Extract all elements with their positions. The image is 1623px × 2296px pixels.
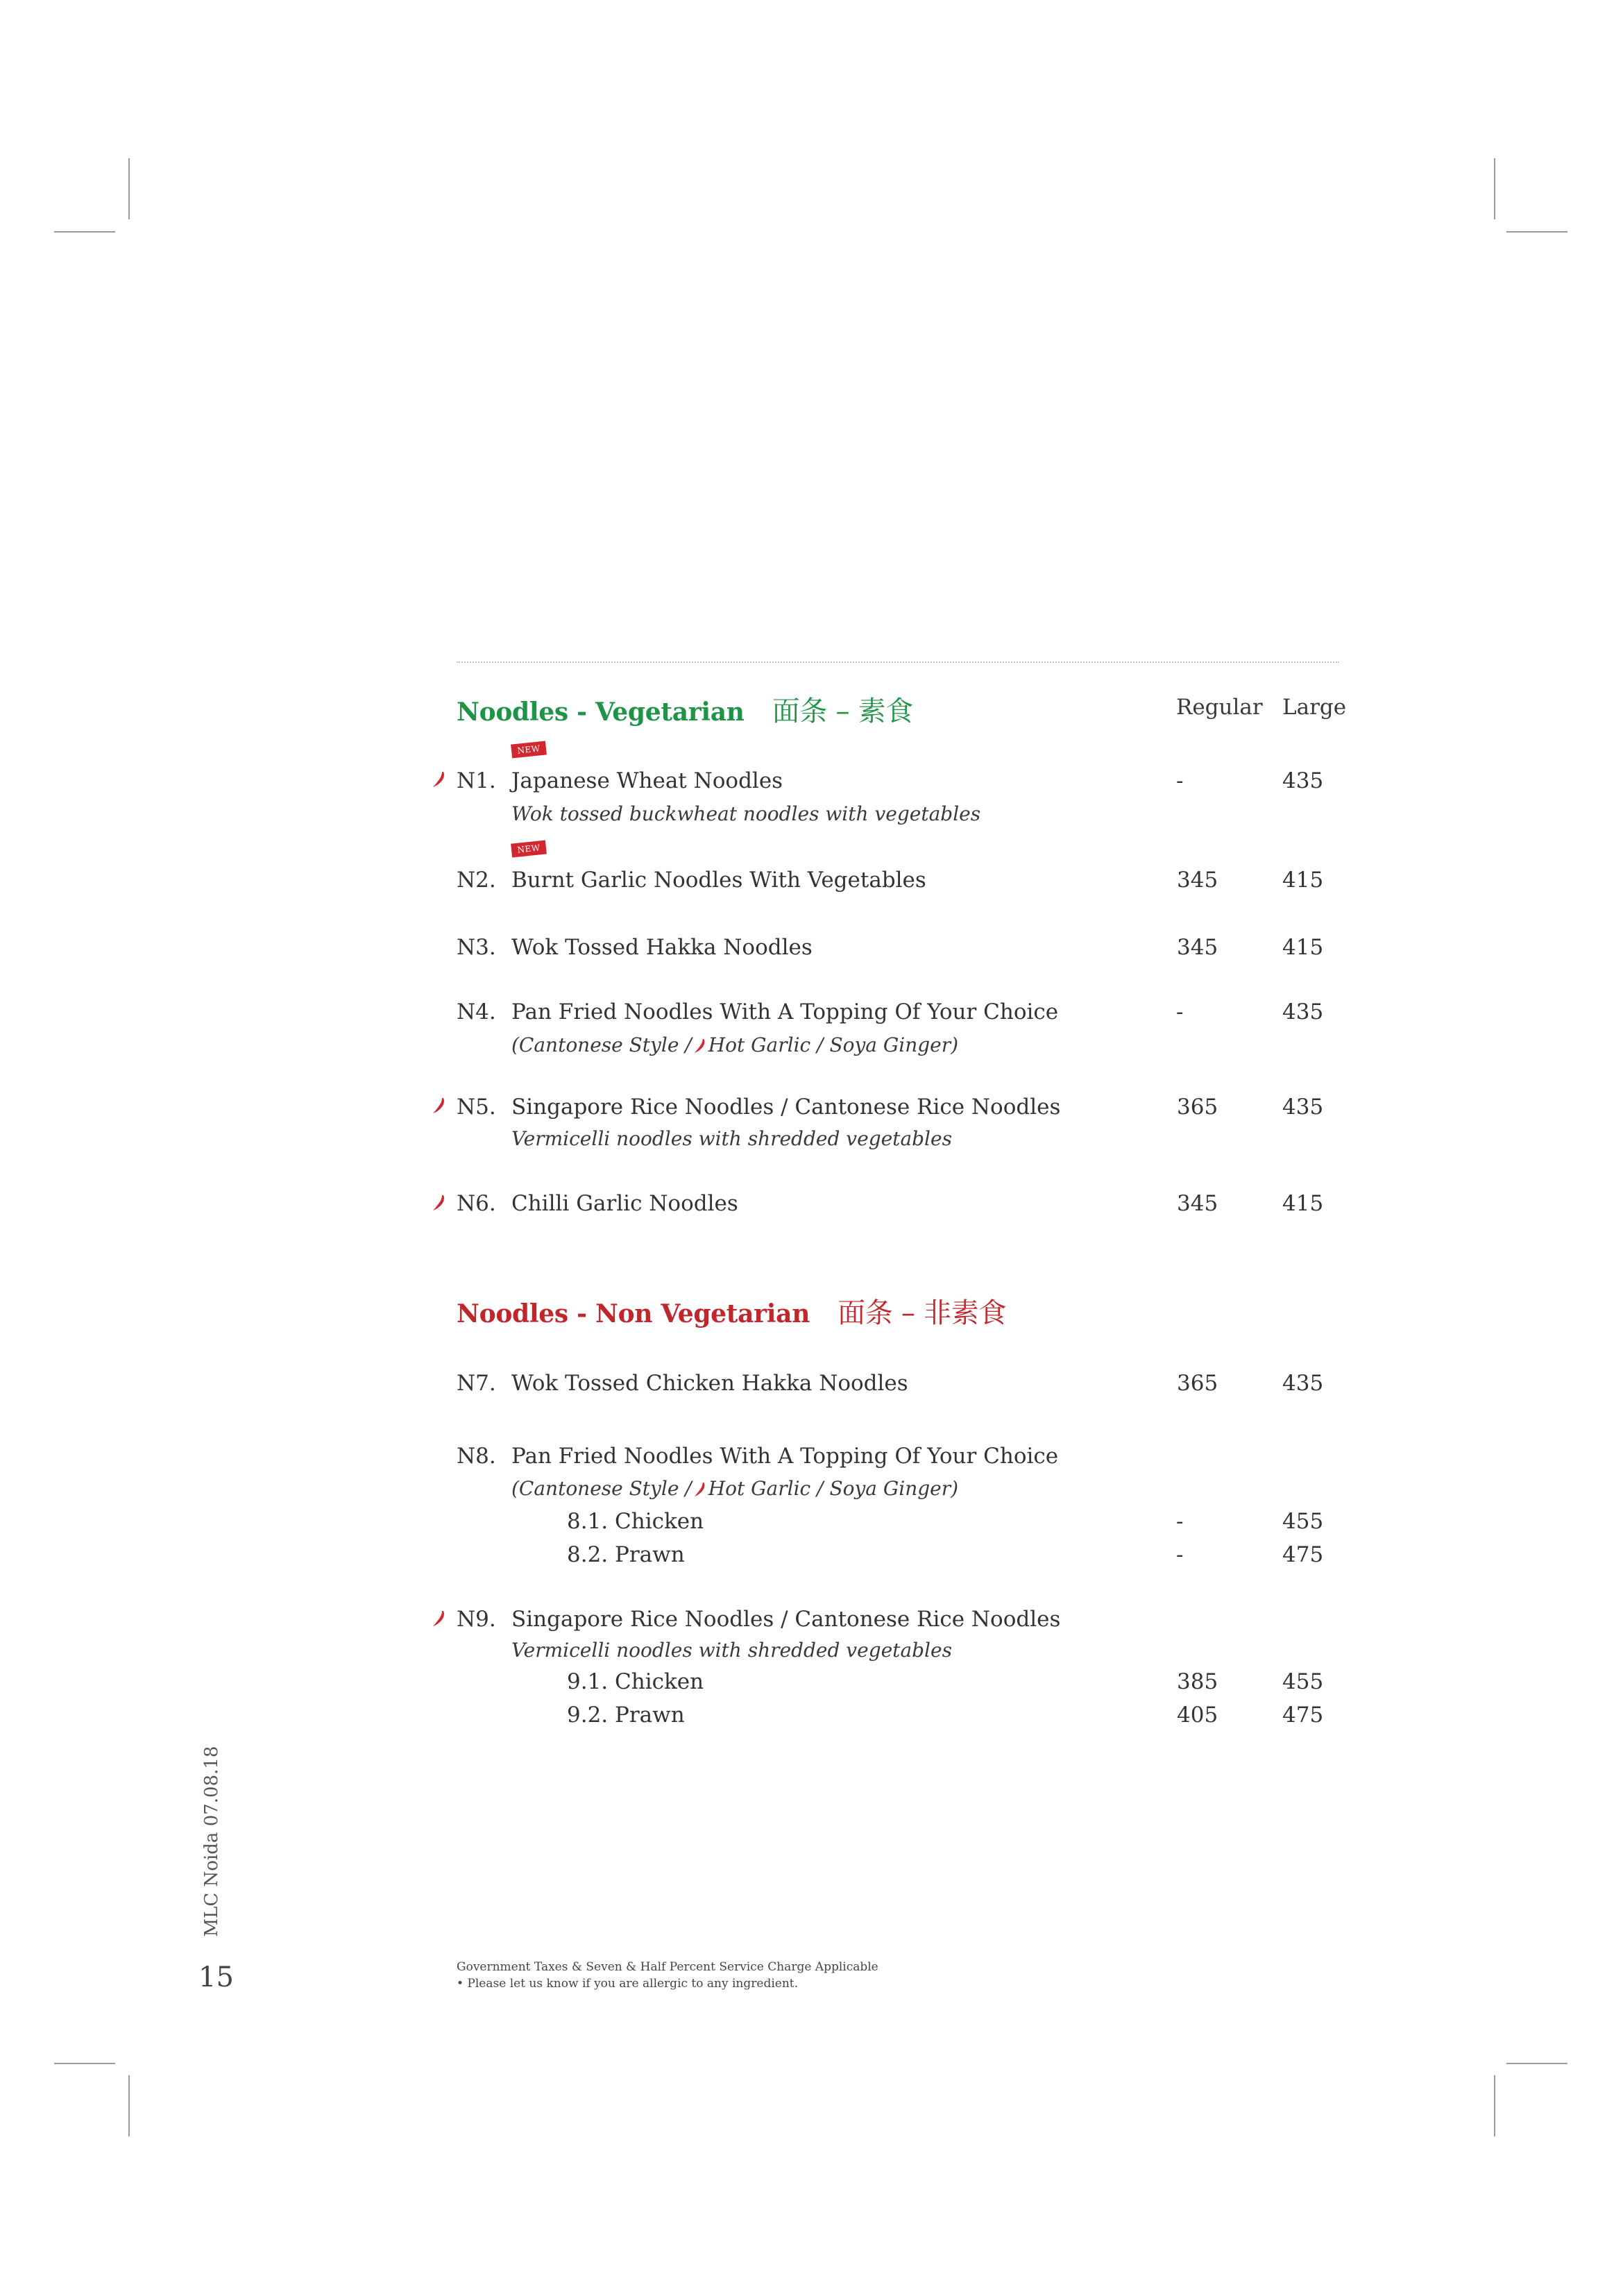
crop-mark bbox=[1494, 2075, 1495, 2136]
chili-icon bbox=[432, 1610, 447, 1628]
tax-note: Government Taxes & Seven & Half Percent Service Charge Applicable bbox=[457, 1960, 878, 1974]
price-regular: - bbox=[1176, 768, 1184, 793]
item-option: 9.2. Prawn bbox=[567, 1703, 685, 1728]
item-name: Singapore Rice Noodles / Cantonese Rice Noodles bbox=[511, 1095, 1061, 1120]
item-option: 8.2. Prawn bbox=[567, 1542, 685, 1567]
price-large: 435 bbox=[1282, 768, 1324, 793]
price-large: 475 bbox=[1282, 1542, 1324, 1567]
price-regular: - bbox=[1176, 1542, 1184, 1567]
chili-icon bbox=[693, 1481, 707, 1498]
new-badge: NEW bbox=[511, 741, 547, 758]
item-code: N1. bbox=[457, 768, 496, 793]
item-name: Wok Tossed Chicken Hakka Noodles bbox=[511, 1371, 908, 1396]
item-description bbox=[511, 1033, 959, 1056]
crop-mark bbox=[1506, 2063, 1567, 2064]
price-large: 475 bbox=[1282, 1703, 1324, 1728]
price-large: 435 bbox=[1282, 1371, 1324, 1396]
dotted-divider bbox=[457, 661, 1339, 663]
item-option: 8.1. Chicken bbox=[567, 1509, 704, 1534]
price-large: 415 bbox=[1282, 868, 1324, 893]
item-description: Wok tossed buckwheat noodles with vegetables bbox=[511, 802, 981, 825]
chili-icon bbox=[432, 770, 447, 788]
item-code: N7. bbox=[457, 1371, 496, 1396]
item-code: N2. bbox=[457, 868, 496, 893]
item-description: Vermicelli noodles with shredded vegetables bbox=[511, 1127, 952, 1150]
price-regular: 345 bbox=[1177, 868, 1218, 893]
item-code: N4. bbox=[457, 999, 496, 1024]
crop-mark bbox=[128, 158, 130, 219]
price-regular: 345 bbox=[1177, 935, 1218, 960]
section-title: Noodles - Non Vegetarian bbox=[457, 1299, 810, 1328]
item-name: Wok Tossed Hakka Noodles bbox=[511, 935, 813, 960]
item-name: Burnt Garlic Noodles With Vegetables bbox=[511, 868, 926, 893]
price-regular: - bbox=[1176, 1509, 1184, 1534]
item-description: Vermicelli noodles with shredded vegetables bbox=[511, 1639, 952, 1662]
section-title-chinese: 面条 – 非素食 bbox=[838, 1297, 1007, 1329]
chili-icon bbox=[432, 1097, 447, 1115]
topping-options-a: (Cantonese Style / bbox=[511, 1033, 692, 1056]
item-name: Singapore Rice Noodles / Cantonese Rice Noodles bbox=[511, 1607, 1061, 1632]
new-badge: NEW bbox=[511, 840, 547, 857]
item-code: N8. bbox=[457, 1444, 496, 1469]
price-regular: 365 bbox=[1177, 1371, 1218, 1396]
price-large: 455 bbox=[1282, 1509, 1324, 1534]
item-name: Japanese Wheat Noodles bbox=[511, 768, 783, 793]
item-code: N6. bbox=[457, 1191, 496, 1216]
price-regular: 405 bbox=[1177, 1703, 1218, 1728]
print-code: MLC Noida 07.08.18 bbox=[201, 1746, 222, 1937]
price-regular: - bbox=[1176, 999, 1184, 1024]
section-heading-non-vegetarian bbox=[457, 1291, 1006, 1331]
column-header-regular: Regular bbox=[1176, 695, 1263, 720]
item-description bbox=[511, 1479, 958, 1499]
topping-options-b: Hot Garlic / Soya Ginger) bbox=[708, 1033, 959, 1056]
section-title-chinese: 面条 – 素食 bbox=[772, 695, 914, 727]
section-title: Noodles - Vegetarian bbox=[457, 698, 745, 727]
section-heading-vegetarian bbox=[457, 689, 913, 729]
item-name: Pan Fried Noodles With A Topping Of Your Choice bbox=[511, 999, 1059, 1024]
price-regular: 345 bbox=[1177, 1191, 1218, 1216]
price-large: 415 bbox=[1282, 1191, 1324, 1216]
crop-mark bbox=[128, 2075, 130, 2136]
item-name: Chilli Garlic Noodles bbox=[511, 1191, 738, 1216]
item-name: Pan Fried Noodles With A Topping Of Your Choice bbox=[511, 1444, 1059, 1469]
crop-mark bbox=[54, 231, 115, 233]
item-option: 9.1. Chicken bbox=[567, 1669, 704, 1694]
price-large: 435 bbox=[1282, 999, 1324, 1024]
topping-options-b: Hot Garlic / Soya Ginger) bbox=[708, 1477, 959, 1500]
crop-mark bbox=[1494, 158, 1495, 219]
column-header-large: Large bbox=[1282, 695, 1347, 720]
price-regular: 365 bbox=[1177, 1095, 1218, 1120]
price-large: 435 bbox=[1282, 1095, 1324, 1120]
topping-options-a: (Cantonese Style / bbox=[511, 1477, 692, 1500]
crop-mark bbox=[54, 2063, 115, 2064]
price-large: 415 bbox=[1282, 935, 1324, 960]
allergy-note: • Please let us know if you are allergic to any ingredient. bbox=[457, 1977, 799, 1991]
page-number: 15 bbox=[198, 1961, 234, 1993]
item-code: N3. bbox=[457, 935, 496, 960]
price-regular: 385 bbox=[1177, 1669, 1218, 1694]
chili-icon bbox=[693, 1038, 707, 1054]
crop-mark bbox=[1506, 231, 1567, 233]
item-code: N9. bbox=[457, 1607, 496, 1632]
price-large: 455 bbox=[1282, 1669, 1324, 1694]
item-code: N5. bbox=[457, 1095, 496, 1120]
chili-icon bbox=[432, 1194, 447, 1212]
